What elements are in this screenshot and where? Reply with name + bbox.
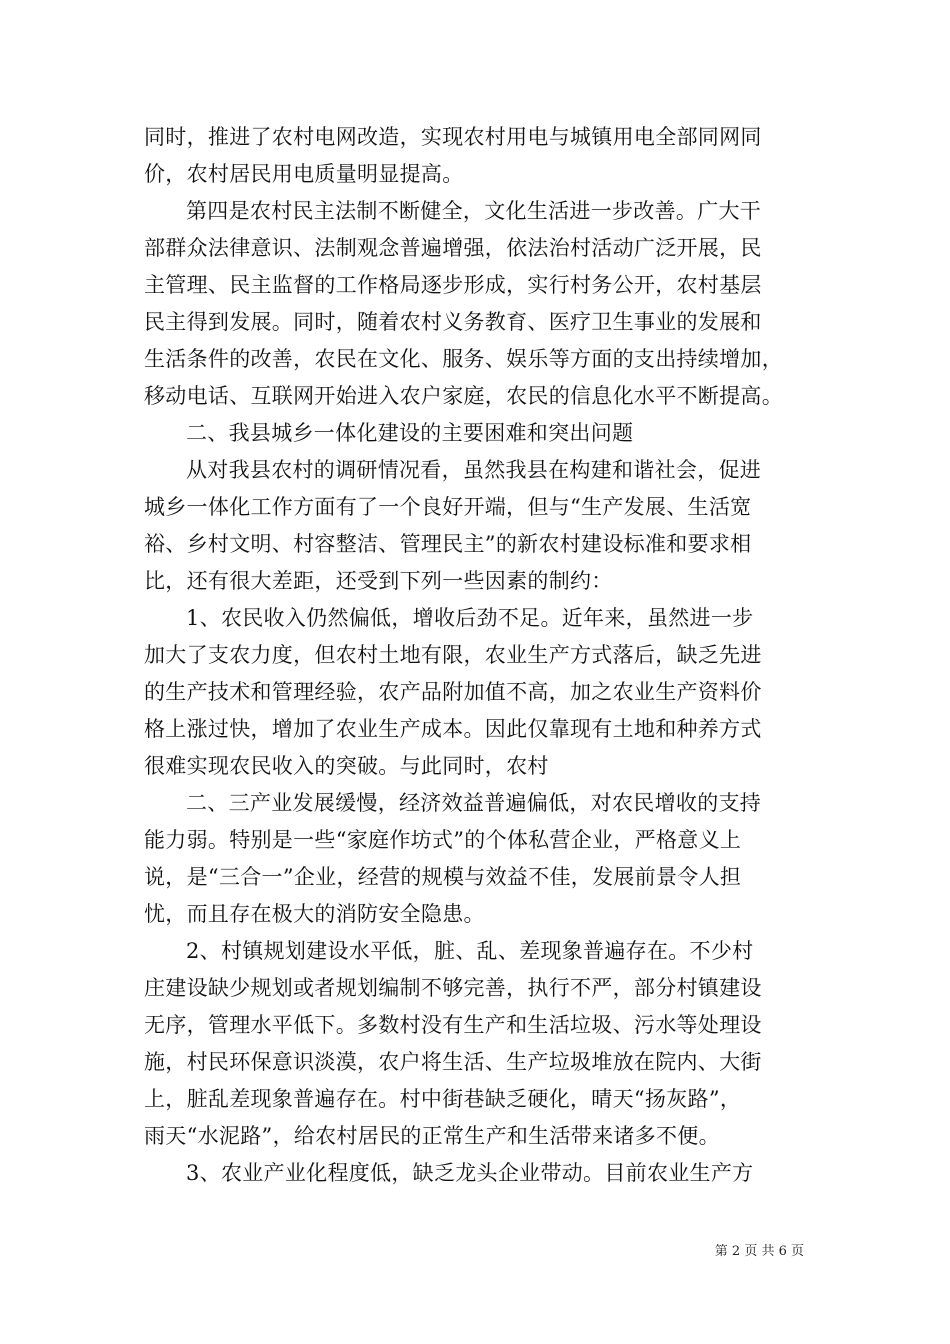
text-line: 上，脏乱差现象普遍存在。村中街巷缺乏硬化，晴天“扬灰路”，	[144, 1087, 742, 1111]
text-line: 很难实现农民收入的突破。与此同时，农村	[144, 754, 549, 778]
text-line: 生活条件的改善，农民在文化、服务、娱乐等方面的支出持续增加，	[144, 347, 783, 371]
text-line: 部群众法律意识、法制观念普遍增强，依法治村活动广泛开展，民	[144, 236, 762, 260]
text-line: 城乡一体化工作方面有了一个良好开端，但与“生产发展、生活宽	[144, 495, 752, 519]
text-line: 1、农民收入仍然偏低，增收后劲不足。近年来，虽然进一步	[186, 606, 754, 630]
text-line: 民主得到发展。同时，随着农村义务教育、医疗卫生事业的发展和	[144, 310, 762, 334]
section-heading: 二、我县城乡一体化建设的主要困难和突出问题	[186, 421, 634, 445]
text-line: 加大了支农力度，但农村土地有限，农业生产方式落后，缺乏先进	[144, 643, 762, 667]
text-line: 同时，推进了农村电网改造，实现农村用电与城镇用电全部同网同	[144, 125, 762, 149]
text-line: 3、农业产业化程度低，缺乏龙头企业带动。目前农业生产方	[186, 1161, 754, 1185]
text-line: 格上涨过快，增加了农业生产成本。因此仅靠现有土地和种养方式	[144, 717, 762, 741]
text-line: 比，还有很大差距，还受到下列一些因素的制约：	[144, 569, 613, 593]
text-line: 2、村镇规划建设水平低，脏、乱、差现象普遍存在。不少村	[186, 939, 754, 963]
page-number-footer: 第 2 页 共 6 页	[714, 1244, 804, 1259]
text-line: 第四是农村民主法制不断健全，文化生活进一步改善。广大干	[186, 199, 762, 223]
text-line: 价，农村居民用电质量明显提高。	[144, 162, 464, 186]
text-line: 庄建设缺少规划或者规划编制不够完善，执行不严，部分村镇建设	[144, 976, 762, 1000]
text-line: 主管理、民主监督的工作格局逐步形成，实行村务公开，农村基层	[144, 273, 762, 297]
text-line: 移动电话、互联网开始进入农户家庭，农民的信息化水平不断提高。	[144, 384, 783, 408]
text-line: 忧，而且存在极大的消防安全隐患。	[144, 902, 485, 926]
text-line: 无序，管理水平低下。多数村没有生产和生活垃圾、污水等处理设	[144, 1013, 762, 1037]
text-line: 的生产技术和管理经验，农产品附加值不高，加之农业生产资料价	[144, 680, 762, 704]
text-line: 能力弱。特别是一些“家庭作坊式”的个体私营企业，严格意义上	[144, 828, 742, 852]
text-line: 从对我县农村的调研情况看，虽然我县在构建和谐社会，促进	[186, 458, 762, 482]
text-line: 雨天“水泥路”，给农村居民的正常生产和生活带来诸多不便。	[144, 1124, 720, 1148]
text-line: 裕、乡村文明、村容整洁、管理民主”的新农村建设标准和要求相	[144, 532, 752, 556]
text-line: 施，村民环保意识淡漠，农户将生活、生产垃圾堆放在院内、大街	[144, 1050, 762, 1074]
text-line: 二、三产业发展缓慢，经济效益普遍偏低，对农民增收的支持	[186, 791, 762, 815]
text-line: 说，是“三合一”企业，经营的规模与效益不佳，发展前景令人担	[144, 865, 742, 889]
